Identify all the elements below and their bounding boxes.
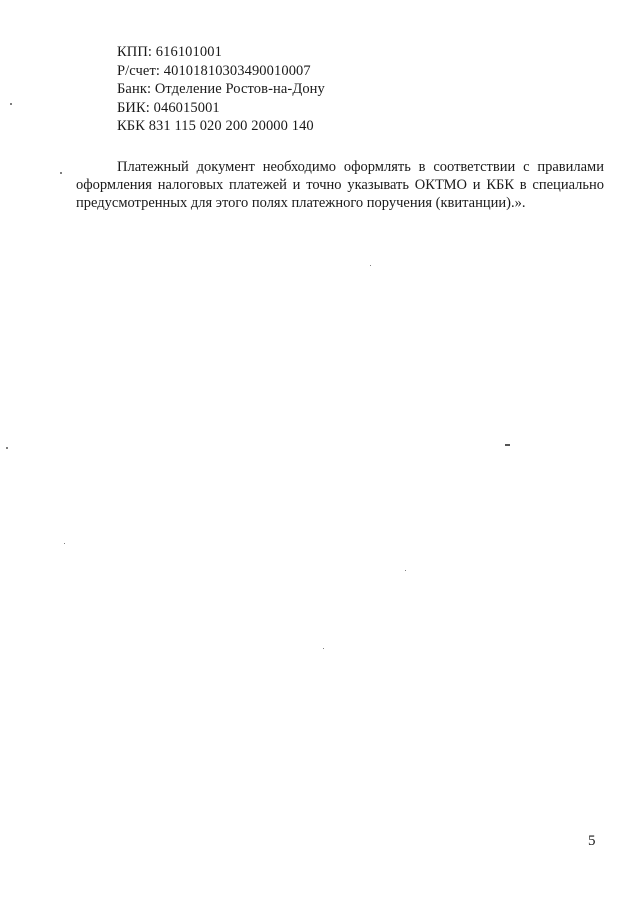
bik-line: БИК: 046015001 (117, 99, 220, 116)
page-number: 5 (588, 833, 596, 849)
kbk-line: КБК 831 115 020 200 20000 140 (117, 118, 314, 135)
scan-speck (505, 444, 510, 446)
scan-speck (10, 103, 12, 105)
scan-speck (6, 447, 8, 449)
body-paragraph (76, 159, 604, 212)
scan-speck (370, 265, 371, 266)
payment-requisites (117, 43, 325, 136)
account-line: Р/счет: 40101810303490010007 (117, 62, 311, 79)
bank-line: Банк: Отделение Ростов-на-Дону (117, 81, 325, 98)
body-text: Платежный документ необходимо оформлять в соответствии с правилами оформления налоговых платежей и точно указывать ОКТМО и КБК в специально предусмотренных для этого полях платежного поручения (квитанции).». (76, 159, 604, 211)
scan-speck (64, 543, 65, 544)
scan-speck (323, 648, 324, 649)
scan-speck (60, 172, 62, 174)
kpp-line: КПП: 616101001 (117, 44, 222, 60)
scan-speck (405, 570, 406, 571)
